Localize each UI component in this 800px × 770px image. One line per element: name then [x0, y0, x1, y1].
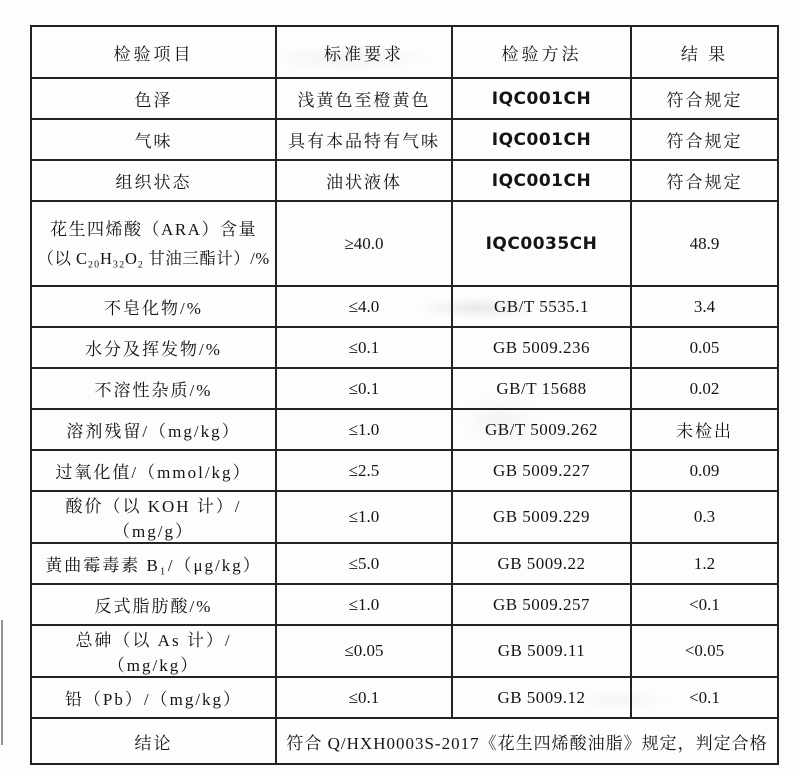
- table-row: [31, 368, 778, 409]
- result-cell: 3.4: [631, 286, 778, 327]
- method-cell: GB 5009.227: [452, 450, 631, 491]
- item-cell: 不溶性杂质/%: [31, 368, 276, 409]
- item-cell: 不皂化物/%: [31, 286, 276, 327]
- result-cell: 0.02: [631, 368, 778, 409]
- method-cell: GB/T 15688: [452, 368, 631, 409]
- item-cell: 总砷（以 As 计）/（mg/kg）: [31, 625, 276, 677]
- conclusion-label: 结论: [31, 718, 276, 764]
- item-cell: [31, 201, 276, 286]
- item-cell: 铅（Pb）/（mg/kg）: [31, 677, 276, 718]
- method-cell: GB 5009.12: [452, 677, 631, 718]
- conclusion-text: 符合 Q/HXH0003S-2017《花生四烯酸油脂》规定，判定合格: [276, 718, 778, 764]
- table-row: [31, 543, 778, 584]
- table-row: [31, 677, 778, 718]
- method-cell: GB 5009.257: [452, 584, 631, 625]
- table-header-row: [31, 26, 778, 78]
- method-cell: GB 5009.11: [452, 625, 631, 677]
- table-row: [31, 78, 778, 119]
- item-line1: 花生四烯酸（ARA）含量: [50, 220, 257, 239]
- scan-edge-artifact: [1, 620, 3, 745]
- result-cell: 符合规定: [631, 119, 778, 160]
- header-item: 检验项目: [31, 26, 276, 78]
- item-line2: （以 C₂₀H₃₂O₂ 甘油三酯计）/%: [37, 248, 270, 268]
- item-cell: 反式脂肪酸/%: [31, 584, 276, 625]
- method-cell: IQC0035CH: [452, 201, 631, 286]
- standard-cell: ≤0.1: [276, 327, 452, 368]
- table-row: [31, 119, 778, 160]
- method-cell: IQC001CH: [452, 119, 631, 160]
- conclusion-row: [31, 718, 778, 764]
- method-cell: GB/T 5535.1: [452, 286, 631, 327]
- table-row: [31, 160, 778, 201]
- standard-cell: ≤1.0: [276, 409, 452, 450]
- result-cell: <0.1: [631, 677, 778, 718]
- item-cell: 气味: [31, 119, 276, 160]
- standard-cell: ≥40.0: [276, 201, 452, 286]
- method-cell: GB/T 5009.262: [452, 409, 631, 450]
- standard-cell: 浅黄色至橙黄色: [276, 78, 452, 119]
- standard-cell: ≤0.1: [276, 677, 452, 718]
- item-cell: 黄曲霉毒素 B₁/（μg/kg）: [31, 543, 276, 584]
- standard-cell: 具有本品特有气味: [276, 119, 452, 160]
- result-cell: 0.09: [631, 450, 778, 491]
- standard-cell: ≤1.0: [276, 491, 452, 543]
- item-cell: 色泽: [31, 78, 276, 119]
- standard-cell: ≤1.0: [276, 584, 452, 625]
- item-cell: 酸价（以 KOH 计）/（mg/g）: [31, 491, 276, 543]
- standard-cell: ≤2.5: [276, 450, 452, 491]
- table-row: [31, 409, 778, 450]
- result-cell: 0.05: [631, 327, 778, 368]
- header-standard: 标准要求: [276, 26, 452, 78]
- table-row: [31, 201, 778, 286]
- result-cell: 1.2: [631, 543, 778, 584]
- method-cell: GB 5009.229: [452, 491, 631, 543]
- table-row: [31, 450, 778, 491]
- item-cell: 溶剂残留/（mg/kg）: [31, 409, 276, 450]
- result-cell: <0.1: [631, 584, 778, 625]
- result-cell: 未检出: [631, 409, 778, 450]
- item-cell: 水分及挥发物/%: [31, 327, 276, 368]
- standard-cell: ≤0.1: [276, 368, 452, 409]
- header-method: 检验方法: [452, 26, 631, 78]
- inspection-table: [30, 25, 779, 765]
- table-row: [31, 286, 778, 327]
- result-cell: 符合规定: [631, 160, 778, 201]
- method-cell: GB 5009.236: [452, 327, 631, 368]
- standard-cell: ≤4.0: [276, 286, 452, 327]
- table-row: [31, 584, 778, 625]
- table-row: [31, 327, 778, 368]
- header-result: 结 果: [631, 26, 778, 78]
- result-cell: 符合规定: [631, 78, 778, 119]
- result-cell: 0.3: [631, 491, 778, 543]
- item-cell: 过氧化值/（mmol/kg）: [31, 450, 276, 491]
- method-cell: GB 5009.22: [452, 543, 631, 584]
- result-cell: 48.9: [631, 201, 778, 286]
- standard-cell: ≤5.0: [276, 543, 452, 584]
- standard-cell: ≤0.05: [276, 625, 452, 677]
- method-cell: IQC001CH: [452, 160, 631, 201]
- table-row: [31, 625, 778, 677]
- item-cell: 组织状态: [31, 160, 276, 201]
- result-cell: <0.05: [631, 625, 778, 677]
- standard-cell: 油状液体: [276, 160, 452, 201]
- method-cell: IQC001CH: [452, 78, 631, 119]
- table-row: [31, 491, 778, 543]
